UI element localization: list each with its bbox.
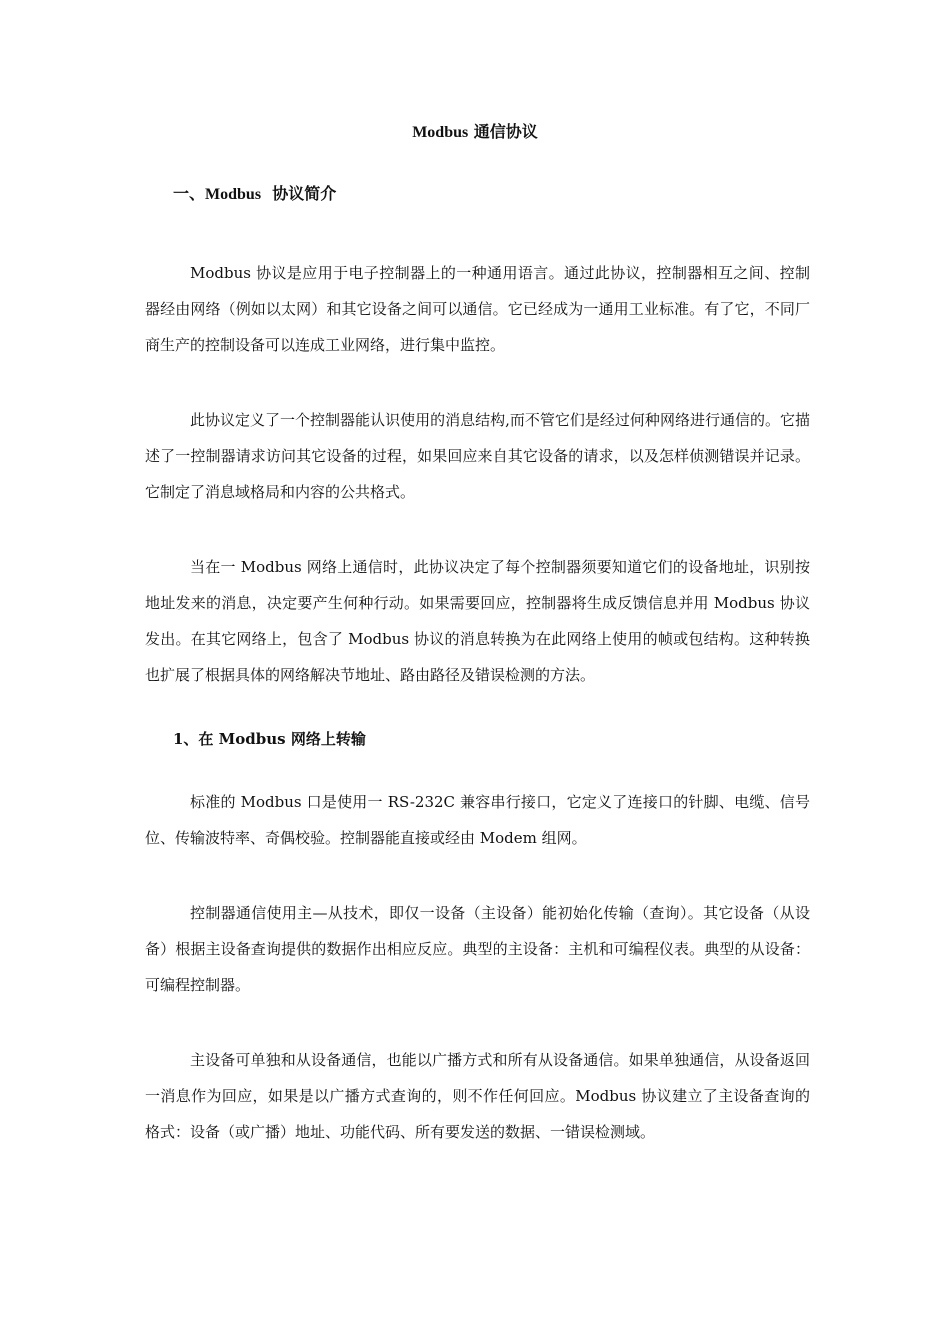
document-title xyxy=(0,120,950,145)
paragraph-master-slave: 控制器通信使用主—从技术，即仅一设备（主设备）能初始化传输（查询）。其它设备（从设备）根据主设备查询提供的数据作出相应反应。典型的主设备：主机和可编程仪表。典型的从设备：可编程控制器。 xyxy=(145,904,810,994)
section-heading-prefix: 一、 xyxy=(173,184,206,203)
paragraph-message-structure: 此协议定义了一个控制器能认识使用的消息结构,而不管它们是经过何种网络进行通信的。它描述了一控制器请求访问其它设备的过程，如果回应来自其它设备的请求，以及怎样侦测错误并记录。它制定了消息域格局和内容的公共格式。 xyxy=(145,411,810,501)
section-heading-latin: Modbus xyxy=(205,186,262,203)
section-heading-suffix: 协议简介 xyxy=(272,184,337,203)
section-heading xyxy=(173,182,336,207)
paragraph-intro: Modbus 协议是应用于电子控制器上的一种通用语言。通过此协议，控制器相互之间、控制器经由网络（例如以太网）和其它设备之间可以通信。它已经成为一通用工业标准。有了它，不同厂商生产的控制设备可以连成工业网络，进行集中监控。 xyxy=(145,264,810,354)
paragraph-serial-interface: 标准的 Modbus 口是使用一 RS-232C 兼容串行接口，它定义了连接口的针脚、电缆、信号位、传输波特率、奇偶校验。控制器能直接或经由 Modem 组网。 xyxy=(145,793,810,847)
title-cjk: 通信协议 xyxy=(473,122,538,141)
subheading-transmission: 1、在 Modbus 网络上转输 xyxy=(173,730,366,748)
paragraph-query-format: 主设备可单独和从设备通信，也能以广播方式和所有从设备通信。如果单独通信，从设备返回一消息作为回应，如果是以广播方式查询的，则不作任何回应。Modbus 协议建立了主设备查询的格式：设备（或广播）地址、功能代码、所有要发送的数据、一错误检测域。 xyxy=(145,1051,810,1141)
title-latin: Modbus xyxy=(412,124,469,141)
paragraph-network-addressing: 当在一 Modbus 网络上通信时，此协议决定了每个控制器须要知道它们的设备地址，识别按地址发来的消息，决定要产生何种行动。如果需要回应，控制器将生成反馈信息并用 Modbus 协议发出。在其它网络上，包含了 Modbus 协议的消息转换为在此网络上使用的帧或包结构。这种转换也扩展了根据具体的网络解决节地址、路由路径及错误检测的方法。 xyxy=(145,558,810,684)
